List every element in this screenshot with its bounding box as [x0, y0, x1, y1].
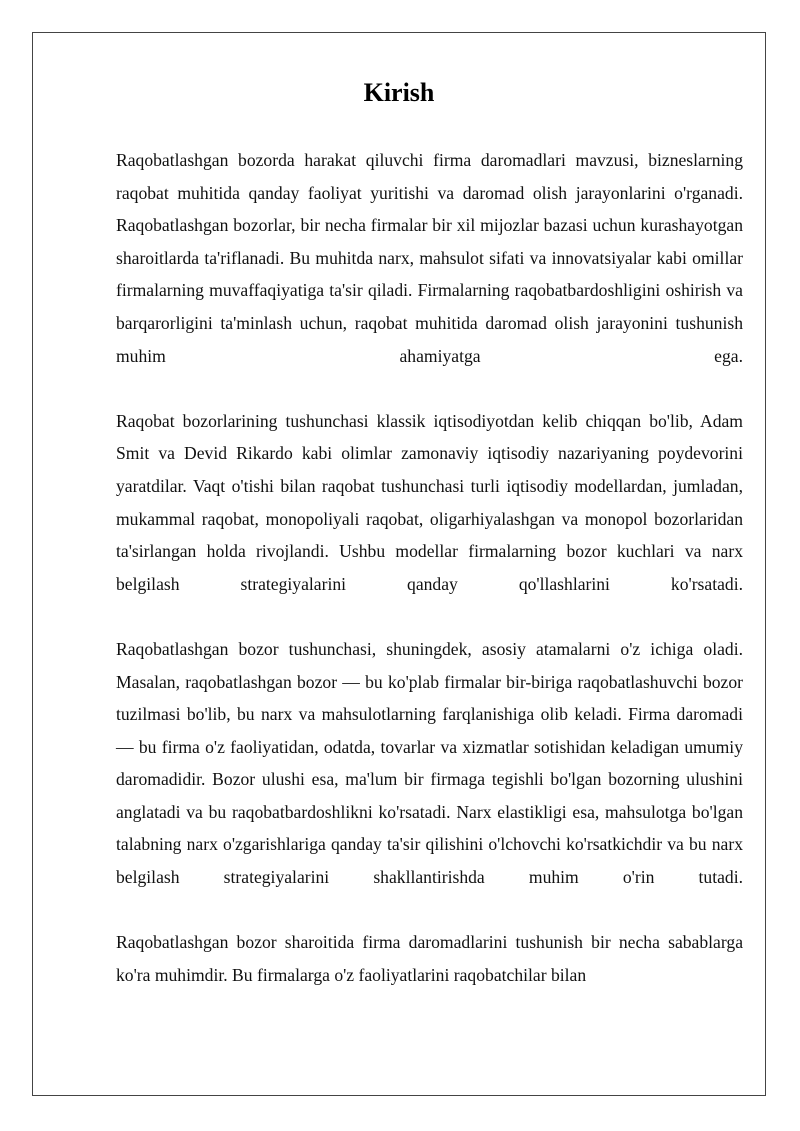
paragraph: Raqobatlashgan bozor tushunchasi, shuningdek, asosiy atamalarni o'z ichiga oladi. Masalan, raqobatlashgan bozor — bu ko'plab firmalar bir-biriga raqobatlashuvchi bozor tuzilmasi bo'lib, bu narx va mahsulotlarning farqlanishiga olib keladi. Firma daromadi — bu firma o'z faoliyatidan, odatda, tovarlar va xizmatlar sotishidan keladigan umumiy daromadidir. Bozor ulushi esa, ma'lum bir firmaga tegishli bo'lgan bozorning ulushini anglatadi va bu raqobatbardoshlikni ko'rsatadi. Narx elastikligi esa, mahsulotga bo'lgan talabning narx o'zgarishlariga qanday ta'sir qilishini o'lchovchi ko'rsatkichdir va bu narx belgilash strategiyalarini shakllantirishda muhim o'rin tutadi. — [116, 638, 743, 888]
paragraph: Raqobatlashgan bozorda harakat qiluvchi firma daromadlari mavzusi, bizneslarning raqobat muhitida qanday faoliyat yuritishi va daromad olish jarayonlarini o'rganadi. Raqobatlashgan bozorlar, bir necha firmalar bir xil mijozlar bazasi uchun kurashayotgan sharoitlarda ta'riflanadi. Bu muhitda narx, mahsulot sifati va innovatsiyalar kabi omillar firmalarning muvaffaqiyatiga ta'sir qiladi. Firmalarning raqobatbardoshligini oshirish va barqarorligini ta'minlash uchun, raqobat muhitida daromad olish jarayonini tushunish muhim ahamiyatga ega. — [116, 150, 743, 366]
document-page — [32, 32, 766, 1096]
document-title: Kirish — [363, 78, 435, 107]
paragraph: Raqobat bozorlarining tushunchasi klassik iqtisodiyotdan kelib chiqqan bo'lib, Adam Smit va Devid Rikardo kabi olimlar zamonaviy iqtisodiy nazariyaning poydevorini yaratdilar. Vaqt o'tishi bilan raqobat tushunchasi turli iqtisodiy modellardan, jumladan, mukammal raqobat, monopoliyali raqobat, oligarhiyalashgan va monopol bozorlaridan ta'sirlangan holda rivojlandi. Ushbu modellar firmalarning bozor kuchlari va narx belgilash strategiyalarini qanday qo'llashlarini ko'rsatadi. — [116, 410, 743, 594]
paragraph: Raqobatlashgan bozor sharoitida firma daromadlarini tushunish bir necha sabablarga ko'ra muhimdir. Bu firmalarga o'z faoliyatlarini raqobatchilar bilan — [116, 932, 743, 985]
document-body — [116, 144, 743, 1024]
